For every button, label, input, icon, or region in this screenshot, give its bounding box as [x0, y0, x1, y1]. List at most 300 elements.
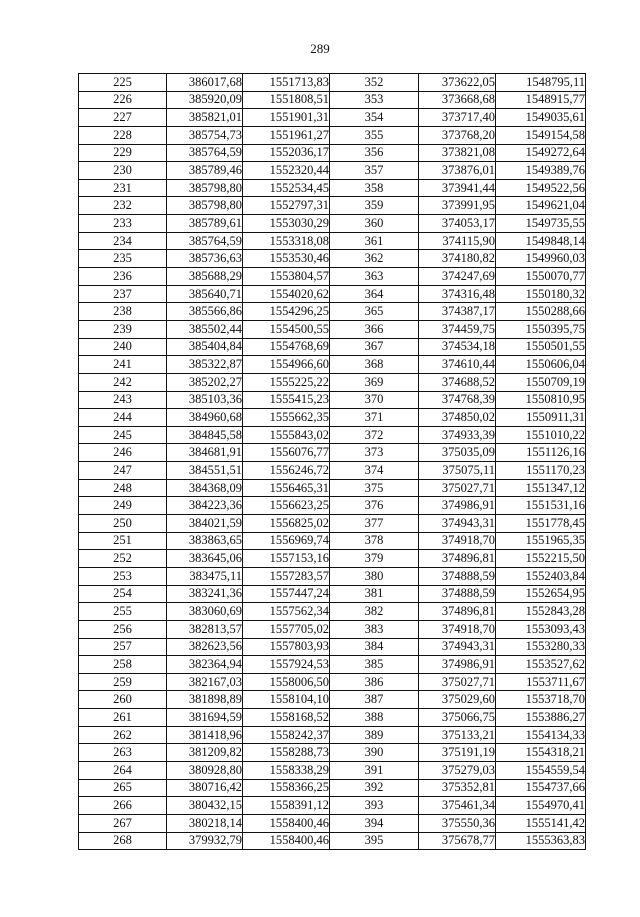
x-coordinate-left: 380928,80 [167, 761, 243, 779]
table-row [79, 761, 586, 779]
point-number-right: 387 [330, 691, 419, 709]
y-coordinate-right: 1550180,32 [496, 285, 586, 303]
y-coordinate-left: 1554768,69 [243, 338, 330, 356]
table-row [79, 709, 586, 727]
x-coordinate-right: 373821,08 [419, 144, 496, 162]
x-coordinate-right: 374688,52 [419, 373, 496, 391]
point-number-left: 256 [79, 620, 167, 638]
table-row [79, 515, 586, 533]
table-row [79, 567, 586, 585]
y-coordinate-left: 1555225,22 [243, 373, 330, 391]
x-coordinate-right: 373768,20 [419, 126, 496, 144]
table-row [79, 409, 586, 427]
point-number-left: 236 [79, 268, 167, 286]
y-coordinate-left: 1553030,29 [243, 215, 330, 233]
y-coordinate-right: 1550070,77 [496, 268, 586, 286]
table-row [79, 744, 586, 762]
x-coordinate-right: 375678,77 [419, 832, 496, 850]
table-row [79, 656, 586, 674]
y-coordinate-right: 1549960,03 [496, 250, 586, 268]
x-coordinate-left: 384960,68 [167, 409, 243, 427]
x-coordinate-left: 385103,36 [167, 391, 243, 409]
y-coordinate-left: 1558366,25 [243, 779, 330, 797]
point-number-right: 386 [330, 673, 419, 691]
y-coordinate-right: 1553886,27 [496, 709, 586, 727]
y-coordinate-left: 1558104,10 [243, 691, 330, 709]
x-coordinate-right: 373941,44 [419, 179, 496, 197]
y-coordinate-right: 1554134,33 [496, 726, 586, 744]
y-coordinate-right: 1549735,55 [496, 215, 586, 233]
x-coordinate-left: 385688,29 [167, 268, 243, 286]
table-row [79, 109, 586, 127]
point-number-left: 255 [79, 603, 167, 621]
point-number-right: 359 [330, 197, 419, 215]
x-coordinate-left: 383645,06 [167, 550, 243, 568]
point-number-right: 356 [330, 144, 419, 162]
x-coordinate-left: 381694,59 [167, 709, 243, 727]
point-number-left: 248 [79, 479, 167, 497]
point-number-left: 257 [79, 638, 167, 656]
point-number-right: 395 [330, 832, 419, 850]
table-row [79, 797, 586, 815]
table-row [79, 479, 586, 497]
x-coordinate-left: 385566,86 [167, 303, 243, 321]
x-coordinate-right: 374115,90 [419, 232, 496, 250]
y-coordinate-left: 1556825,02 [243, 515, 330, 533]
table-row [79, 74, 586, 92]
point-number-right: 358 [330, 179, 419, 197]
x-coordinate-left: 385404,84 [167, 338, 243, 356]
point-number-right: 363 [330, 268, 419, 286]
y-coordinate-left: 1557562,34 [243, 603, 330, 621]
y-coordinate-right: 1553093,43 [496, 620, 586, 638]
table-row [79, 268, 586, 286]
y-coordinate-right: 1549272,64 [496, 144, 586, 162]
table-row [79, 303, 586, 321]
y-coordinate-left: 1552036,17 [243, 144, 330, 162]
table-row [79, 162, 586, 180]
y-coordinate-left: 1554500,55 [243, 320, 330, 338]
x-coordinate-left: 384021,59 [167, 515, 243, 533]
y-coordinate-left: 1555662,35 [243, 409, 330, 427]
x-coordinate-left: 381898,89 [167, 691, 243, 709]
coordinates-table-body [79, 74, 586, 850]
point-number-left: 239 [79, 320, 167, 338]
x-coordinate-right: 375279,03 [419, 761, 496, 779]
x-coordinate-left: 382364,94 [167, 656, 243, 674]
y-coordinate-left: 1557803,93 [243, 638, 330, 656]
point-number-left: 240 [79, 338, 167, 356]
y-coordinate-right: 1551170,23 [496, 462, 586, 480]
point-number-left: 244 [79, 409, 167, 427]
x-coordinate-left: 381418,96 [167, 726, 243, 744]
table-row [79, 179, 586, 197]
table-row [79, 232, 586, 250]
point-number-right: 370 [330, 391, 419, 409]
x-coordinate-right: 375027,71 [419, 673, 496, 691]
y-coordinate-left: 1552320,44 [243, 162, 330, 180]
point-number-right: 365 [330, 303, 419, 321]
point-number-left: 226 [79, 91, 167, 109]
point-number-left: 249 [79, 497, 167, 515]
x-coordinate-right: 374896,81 [419, 550, 496, 568]
point-number-right: 389 [330, 726, 419, 744]
x-coordinate-left: 384368,09 [167, 479, 243, 497]
point-number-left: 234 [79, 232, 167, 250]
point-number-right: 378 [330, 532, 419, 550]
table-row [79, 91, 586, 109]
table-row [79, 462, 586, 480]
y-coordinate-right: 1549848,14 [496, 232, 586, 250]
x-coordinate-right: 374918,70 [419, 620, 496, 638]
y-coordinate-right: 1552654,95 [496, 585, 586, 603]
table-row [79, 691, 586, 709]
point-number-right: 392 [330, 779, 419, 797]
x-coordinate-right: 373991,95 [419, 197, 496, 215]
y-coordinate-left: 1558400,46 [243, 814, 330, 832]
point-number-left: 259 [79, 673, 167, 691]
point-number-left: 238 [79, 303, 167, 321]
point-number-left: 225 [79, 74, 167, 92]
x-coordinate-left: 383060,69 [167, 603, 243, 621]
y-coordinate-right: 1550288,66 [496, 303, 586, 321]
x-coordinate-right: 373668,68 [419, 91, 496, 109]
point-number-left: 268 [79, 832, 167, 850]
x-coordinate-left: 382167,03 [167, 673, 243, 691]
point-number-right: 367 [330, 338, 419, 356]
y-coordinate-right: 1549035,61 [496, 109, 586, 127]
table-row [79, 250, 586, 268]
point-number-left: 250 [79, 515, 167, 533]
y-coordinate-left: 1553530,46 [243, 250, 330, 268]
y-coordinate-left: 1554296,25 [243, 303, 330, 321]
y-coordinate-right: 1549154,58 [496, 126, 586, 144]
x-coordinate-left: 380432,15 [167, 797, 243, 815]
point-number-left: 237 [79, 285, 167, 303]
x-coordinate-left: 379932,79 [167, 832, 243, 850]
point-number-left: 246 [79, 444, 167, 462]
point-number-right: 360 [330, 215, 419, 233]
point-number-right: 361 [330, 232, 419, 250]
x-coordinate-right: 374316,48 [419, 285, 496, 303]
y-coordinate-left: 1551961,27 [243, 126, 330, 144]
point-number-right: 357 [330, 162, 419, 180]
y-coordinate-right: 1551531,16 [496, 497, 586, 515]
point-number-left: 233 [79, 215, 167, 233]
x-coordinate-right: 374053,17 [419, 215, 496, 233]
table-row [79, 197, 586, 215]
point-number-left: 254 [79, 585, 167, 603]
y-coordinate-left: 1557153,16 [243, 550, 330, 568]
table-row [79, 426, 586, 444]
y-coordinate-left: 1556465,31 [243, 479, 330, 497]
y-coordinate-left: 1552534,45 [243, 179, 330, 197]
y-coordinate-left: 1554966,60 [243, 356, 330, 374]
x-coordinate-left: 385798,80 [167, 197, 243, 215]
point-number-left: 264 [79, 761, 167, 779]
table-row [79, 814, 586, 832]
y-coordinate-left: 1557924,53 [243, 656, 330, 674]
point-number-right: 373 [330, 444, 419, 462]
x-coordinate-right: 374896,81 [419, 603, 496, 621]
x-coordinate-left: 385640,71 [167, 285, 243, 303]
y-coordinate-left: 1556969,74 [243, 532, 330, 550]
x-coordinate-left: 385764,59 [167, 232, 243, 250]
y-coordinate-right: 1555363,83 [496, 832, 586, 850]
y-coordinate-left: 1556623,25 [243, 497, 330, 515]
table-row [79, 585, 586, 603]
x-coordinate-left: 385920,09 [167, 91, 243, 109]
point-number-left: 262 [79, 726, 167, 744]
table-row [79, 532, 586, 550]
table-row [79, 373, 586, 391]
y-coordinate-right: 1551126,16 [496, 444, 586, 462]
point-number-left: 266 [79, 797, 167, 815]
y-coordinate-right: 1555141,42 [496, 814, 586, 832]
y-coordinate-left: 1557705,02 [243, 620, 330, 638]
x-coordinate-right: 373717,40 [419, 109, 496, 127]
y-coordinate-left: 1558168,52 [243, 709, 330, 727]
point-number-right: 394 [330, 814, 419, 832]
y-coordinate-right: 1554970,41 [496, 797, 586, 815]
x-coordinate-right: 373622,05 [419, 74, 496, 92]
y-coordinate-right: 1552843,28 [496, 603, 586, 621]
table-row [79, 673, 586, 691]
x-coordinate-right: 375191,19 [419, 744, 496, 762]
point-number-right: 382 [330, 603, 419, 621]
x-coordinate-left: 386017,68 [167, 74, 243, 92]
y-coordinate-right: 1553711,67 [496, 673, 586, 691]
table-row [79, 444, 586, 462]
point-number-left: 258 [79, 656, 167, 674]
x-coordinate-left: 385764,59 [167, 144, 243, 162]
y-coordinate-right: 1554318,21 [496, 744, 586, 762]
y-coordinate-right: 1551778,45 [496, 515, 586, 533]
y-coordinate-right: 1552215,50 [496, 550, 586, 568]
y-coordinate-left: 1551808,51 [243, 91, 330, 109]
point-number-left: 265 [79, 779, 167, 797]
x-coordinate-left: 384681,91 [167, 444, 243, 462]
y-coordinate-left: 1557447,24 [243, 585, 330, 603]
y-coordinate-left: 1558242,37 [243, 726, 330, 744]
y-coordinate-left: 1555415,23 [243, 391, 330, 409]
point-number-left: 241 [79, 356, 167, 374]
point-number-right: 366 [330, 320, 419, 338]
table-row [79, 144, 586, 162]
point-number-right: 355 [330, 126, 419, 144]
y-coordinate-right: 1550606,04 [496, 356, 586, 374]
y-coordinate-right: 1550810,95 [496, 391, 586, 409]
y-coordinate-right: 1550501,55 [496, 338, 586, 356]
point-number-left: 251 [79, 532, 167, 550]
y-coordinate-right: 1549522,56 [496, 179, 586, 197]
y-coordinate-left: 1551901,31 [243, 109, 330, 127]
table-row [79, 550, 586, 568]
point-number-left: 235 [79, 250, 167, 268]
x-coordinate-left: 385322,87 [167, 356, 243, 374]
point-number-right: 379 [330, 550, 419, 568]
table-row [79, 126, 586, 144]
point-number-left: 232 [79, 197, 167, 215]
table-row [79, 779, 586, 797]
y-coordinate-right: 1554559,54 [496, 761, 586, 779]
x-coordinate-right: 375027,71 [419, 479, 496, 497]
y-coordinate-left: 1556246,72 [243, 462, 330, 480]
table-row [79, 497, 586, 515]
point-number-left: 227 [79, 109, 167, 127]
table-row [79, 620, 586, 638]
x-coordinate-right: 373876,01 [419, 162, 496, 180]
table-row [79, 215, 586, 233]
x-coordinate-right: 374943,31 [419, 515, 496, 533]
x-coordinate-right: 374247,69 [419, 268, 496, 286]
x-coordinate-right: 374933,39 [419, 426, 496, 444]
y-coordinate-left: 1551713,83 [243, 74, 330, 92]
point-number-right: 391 [330, 761, 419, 779]
point-number-left: 245 [79, 426, 167, 444]
point-number-left: 228 [79, 126, 167, 144]
table-row [79, 726, 586, 744]
x-coordinate-left: 385789,46 [167, 162, 243, 180]
x-coordinate-right: 374610,44 [419, 356, 496, 374]
x-coordinate-right: 374888,59 [419, 585, 496, 603]
point-number-left: 261 [79, 709, 167, 727]
table-row [79, 832, 586, 850]
y-coordinate-left: 1558006,50 [243, 673, 330, 691]
x-coordinate-right: 375029,60 [419, 691, 496, 709]
x-coordinate-right: 374387,17 [419, 303, 496, 321]
table-row [79, 338, 586, 356]
y-coordinate-right: 1553527,62 [496, 656, 586, 674]
x-coordinate-left: 382623,56 [167, 638, 243, 656]
point-number-right: 369 [330, 373, 419, 391]
y-coordinate-right: 1549621,04 [496, 197, 586, 215]
y-coordinate-right: 1551010,22 [496, 426, 586, 444]
y-coordinate-right: 1552403,84 [496, 567, 586, 585]
x-coordinate-right: 374986,91 [419, 656, 496, 674]
x-coordinate-left: 384551,51 [167, 462, 243, 480]
x-coordinate-right: 374986,91 [419, 497, 496, 515]
coordinates-table [78, 73, 586, 850]
x-coordinate-right: 374459,75 [419, 320, 496, 338]
x-coordinate-right: 374943,31 [419, 638, 496, 656]
y-coordinate-right: 1548915,77 [496, 91, 586, 109]
y-coordinate-right: 1548795,11 [496, 74, 586, 92]
y-coordinate-right: 1553718,70 [496, 691, 586, 709]
point-number-right: 353 [330, 91, 419, 109]
table-row [79, 391, 586, 409]
point-number-left: 229 [79, 144, 167, 162]
point-number-left: 242 [79, 373, 167, 391]
y-coordinate-left: 1552797,31 [243, 197, 330, 215]
table-row [79, 285, 586, 303]
x-coordinate-left: 385821,01 [167, 109, 243, 127]
x-coordinate-left: 385754,73 [167, 126, 243, 144]
y-coordinate-right: 1553280,33 [496, 638, 586, 656]
x-coordinate-left: 384845,58 [167, 426, 243, 444]
table-row [79, 603, 586, 621]
point-number-left: 247 [79, 462, 167, 480]
x-coordinate-right: 375075,11 [419, 462, 496, 480]
y-coordinate-right: 1549389,76 [496, 162, 586, 180]
table-row [79, 320, 586, 338]
point-number-right: 385 [330, 656, 419, 674]
point-number-left: 267 [79, 814, 167, 832]
x-coordinate-left: 385789,61 [167, 215, 243, 233]
point-number-right: 368 [330, 356, 419, 374]
y-coordinate-right: 1550395,75 [496, 320, 586, 338]
y-coordinate-left: 1553318,08 [243, 232, 330, 250]
y-coordinate-left: 1555843,02 [243, 426, 330, 444]
x-coordinate-left: 381209,82 [167, 744, 243, 762]
point-number-right: 376 [330, 497, 419, 515]
point-number-right: 362 [330, 250, 419, 268]
x-coordinate-right: 375550,36 [419, 814, 496, 832]
x-coordinate-left: 385202,27 [167, 373, 243, 391]
point-number-left: 253 [79, 567, 167, 585]
x-coordinate-left: 383863,65 [167, 532, 243, 550]
x-coordinate-right: 375133,21 [419, 726, 496, 744]
point-number-right: 374 [330, 462, 419, 480]
point-number-left: 243 [79, 391, 167, 409]
point-number-right: 388 [330, 709, 419, 727]
point-number-left: 231 [79, 179, 167, 197]
y-coordinate-right: 1551347,12 [496, 479, 586, 497]
x-coordinate-left: 380218,14 [167, 814, 243, 832]
point-number-left: 263 [79, 744, 167, 762]
y-coordinate-right: 1550911,31 [496, 409, 586, 427]
y-coordinate-left: 1558338,29 [243, 761, 330, 779]
point-number-right: 364 [330, 285, 419, 303]
point-number-right: 354 [330, 109, 419, 127]
point-number-left: 260 [79, 691, 167, 709]
y-coordinate-right: 1554737,66 [496, 779, 586, 797]
x-coordinate-left: 384223,36 [167, 497, 243, 515]
point-number-right: 381 [330, 585, 419, 603]
x-coordinate-left: 385736,63 [167, 250, 243, 268]
x-coordinate-right: 375035,09 [419, 444, 496, 462]
y-coordinate-right: 1551965,35 [496, 532, 586, 550]
y-coordinate-left: 1556076,77 [243, 444, 330, 462]
point-number-right: 393 [330, 797, 419, 815]
x-coordinate-right: 374768,39 [419, 391, 496, 409]
table-row [79, 356, 586, 374]
point-number-right: 352 [330, 74, 419, 92]
x-coordinate-right: 374850,02 [419, 409, 496, 427]
point-number-left: 230 [79, 162, 167, 180]
x-coordinate-right: 374888,59 [419, 567, 496, 585]
x-coordinate-left: 385502,44 [167, 320, 243, 338]
page-number: 289 [310, 41, 330, 56]
y-coordinate-left: 1558391,12 [243, 797, 330, 815]
point-number-right: 375 [330, 479, 419, 497]
table-row [79, 638, 586, 656]
x-coordinate-left: 385798,80 [167, 179, 243, 197]
y-coordinate-left: 1553804,57 [243, 268, 330, 286]
x-coordinate-right: 374180,82 [419, 250, 496, 268]
point-number-left: 252 [79, 550, 167, 568]
y-coordinate-right: 1550709,19 [496, 373, 586, 391]
x-coordinate-left: 382813,57 [167, 620, 243, 638]
y-coordinate-left: 1557283,57 [243, 567, 330, 585]
x-coordinate-right: 374534,18 [419, 338, 496, 356]
point-number-right: 372 [330, 426, 419, 444]
y-coordinate-left: 1554020,62 [243, 285, 330, 303]
y-coordinate-left: 1558288,73 [243, 744, 330, 762]
point-number-right: 380 [330, 567, 419, 585]
y-coordinate-left: 1558400,46 [243, 832, 330, 850]
x-coordinate-right: 375461,34 [419, 797, 496, 815]
